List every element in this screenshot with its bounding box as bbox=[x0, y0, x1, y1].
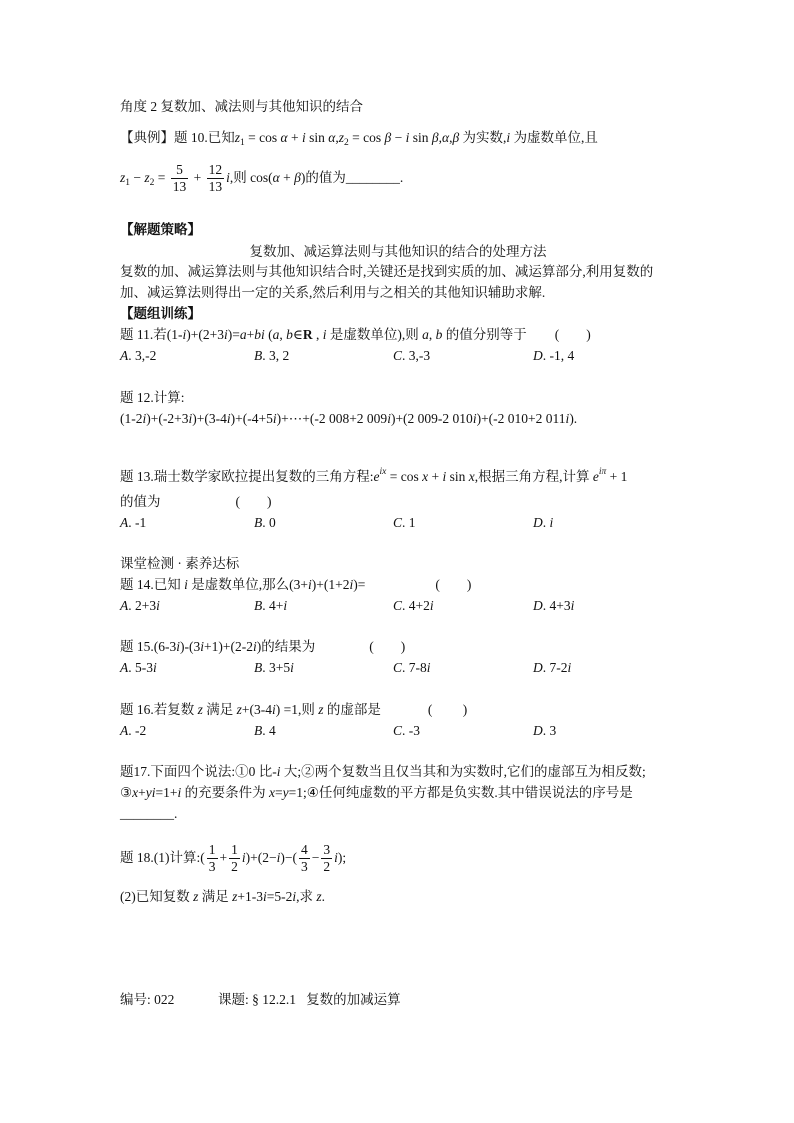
text-run: ) =1,则 bbox=[275, 702, 319, 717]
math-var: z bbox=[232, 889, 238, 904]
math-var: z bbox=[236, 702, 242, 717]
option-text: . 4+3 bbox=[542, 598, 571, 613]
text-run: )= bbox=[227, 327, 240, 342]
denominator: 3 bbox=[300, 859, 308, 875]
option-c bbox=[393, 513, 416, 533]
question-12-title: 题 12.计算: bbox=[120, 390, 185, 405]
text-run: − bbox=[311, 850, 320, 865]
option-text: . 4 bbox=[262, 723, 276, 738]
math-var: b bbox=[254, 327, 261, 342]
fraction bbox=[207, 842, 218, 875]
math-var: i bbox=[426, 660, 431, 675]
text-run: )+(2 009-2 010 bbox=[390, 411, 473, 426]
text-run: , bbox=[449, 130, 453, 145]
option-a bbox=[120, 658, 157, 678]
math-var: z bbox=[193, 889, 199, 904]
text-run: = cos bbox=[348, 130, 385, 145]
math-var: i bbox=[226, 411, 231, 426]
option-d bbox=[533, 721, 556, 741]
numerator: 4 bbox=[300, 842, 308, 858]
text-run: 的值分别等于 bbox=[442, 327, 527, 342]
fraction bbox=[229, 842, 240, 875]
text-run: , bbox=[279, 327, 287, 342]
question-14-stem bbox=[120, 575, 471, 595]
text-run: 题 16.若复数 bbox=[120, 702, 198, 717]
text-run: 的充要条件为 bbox=[181, 785, 269, 800]
question-18-part-1 bbox=[120, 839, 346, 877]
text-run: )+(-2+3 bbox=[146, 411, 189, 426]
option-b bbox=[254, 346, 289, 366]
text-run: +(3-4 bbox=[241, 702, 273, 717]
option-text: . 5-3 bbox=[128, 660, 153, 675]
math-var: i bbox=[153, 660, 157, 675]
math-var: i bbox=[570, 598, 575, 613]
math-var: i bbox=[200, 639, 205, 654]
option-b bbox=[254, 658, 294, 678]
text-run: ,求 bbox=[296, 889, 317, 904]
math-var: z bbox=[120, 170, 126, 185]
text-run: + bbox=[190, 170, 205, 185]
text-run: + bbox=[279, 170, 295, 185]
numerator: 1 bbox=[231, 842, 238, 858]
question-13-stem bbox=[120, 462, 627, 482]
math-var: i bbox=[276, 850, 281, 865]
option-c bbox=[393, 596, 434, 616]
option-letter: B bbox=[254, 515, 263, 530]
text-run: 是虚数单位,那么(3+ bbox=[187, 577, 308, 592]
practice-label: 【题组训练】 bbox=[120, 306, 201, 321]
math-var: i bbox=[156, 598, 160, 613]
math-var: i bbox=[241, 850, 246, 865]
text-run: ③ bbox=[120, 785, 133, 800]
option-letter: D bbox=[533, 660, 543, 675]
math-var: i bbox=[290, 660, 294, 675]
option-letter: A bbox=[120, 348, 129, 363]
subscript: 1 bbox=[125, 178, 131, 188]
math-var: i bbox=[506, 130, 511, 145]
question-12-expression bbox=[120, 409, 577, 429]
text-run: . bbox=[321, 889, 326, 904]
answer-parentheses: ( ) bbox=[554, 327, 591, 342]
math-var: i bbox=[142, 411, 147, 426]
math-var: i bbox=[272, 702, 276, 717]
text-run: , bbox=[335, 130, 339, 145]
option-text: . 0 bbox=[262, 515, 276, 530]
answer-parentheses: ( ) bbox=[235, 494, 272, 509]
subscript: 2 bbox=[149, 178, 155, 188]
question-15-options bbox=[120, 658, 680, 678]
option-text: . 1 bbox=[402, 515, 416, 530]
option-letter: D bbox=[533, 348, 543, 363]
option-letter: A bbox=[120, 515, 129, 530]
option-letter: B bbox=[254, 723, 263, 738]
math-var: y bbox=[145, 785, 152, 800]
option-d bbox=[533, 658, 571, 678]
math-var: i bbox=[308, 577, 312, 592]
option-text: . 3, 2 bbox=[262, 348, 290, 363]
math-var: i bbox=[442, 469, 447, 484]
text-run: =5-2 bbox=[266, 889, 293, 904]
math-var: i bbox=[177, 785, 182, 800]
question-11-stem bbox=[120, 325, 591, 345]
math-var: z bbox=[316, 889, 322, 904]
answer-parentheses: ( ) bbox=[427, 702, 468, 717]
answer-blank: ________ bbox=[345, 170, 400, 185]
text-run: )−( bbox=[280, 850, 297, 865]
text-run: )+(-4+5 bbox=[230, 411, 273, 426]
math-var: i bbox=[387, 411, 391, 426]
option-text: . 7-2 bbox=[542, 660, 568, 675]
math-var: i bbox=[276, 764, 281, 779]
text-run: 题 14.已知 bbox=[120, 577, 185, 592]
text-run: ); bbox=[337, 850, 347, 865]
math-var: e bbox=[373, 469, 380, 484]
option-text: . -3 bbox=[402, 723, 421, 738]
text-run: )+(2− bbox=[245, 850, 277, 865]
math-var: α bbox=[280, 130, 288, 145]
text-run: 题 13.瑞士数学家欧拉提出复数的三角方程: bbox=[120, 469, 374, 484]
option-letter: A bbox=[120, 598, 129, 613]
text-run: , bbox=[312, 327, 323, 342]
denominator: 3 bbox=[208, 859, 216, 875]
math-var: i bbox=[334, 850, 338, 865]
text-run: 满足 bbox=[202, 702, 237, 717]
text-run: = bbox=[154, 170, 169, 185]
math-var: i bbox=[349, 577, 354, 592]
option-d bbox=[533, 596, 574, 616]
text-run: ,则 cos( bbox=[229, 170, 273, 185]
math-var: b bbox=[286, 327, 293, 342]
text-run: ∈ bbox=[292, 327, 303, 342]
option-text: . -2 bbox=[128, 723, 147, 738]
option-c bbox=[393, 658, 431, 678]
denominator: 13 bbox=[208, 179, 223, 195]
text-run: )+(2+3 bbox=[186, 327, 224, 342]
math-var: α bbox=[328, 130, 336, 145]
text-run: )= bbox=[353, 577, 366, 592]
text-run: 【典例】题 10.已知 bbox=[120, 130, 235, 145]
text-run: 的虚部是 bbox=[323, 702, 381, 717]
strategy-label: 【解题策略】 bbox=[120, 222, 201, 237]
option-c bbox=[393, 721, 420, 741]
option-text: . 3,-2 bbox=[128, 348, 157, 363]
text-run: 为实数, bbox=[459, 130, 507, 145]
math-var: i bbox=[472, 411, 477, 426]
math-var: i bbox=[253, 639, 257, 654]
denominator: 2 bbox=[323, 859, 331, 875]
real-set-symbol: R bbox=[302, 327, 313, 342]
math-var: z bbox=[234, 130, 241, 145]
math-var: i bbox=[151, 785, 156, 800]
text-run: − bbox=[130, 170, 145, 185]
text-run: )+(1+2 bbox=[311, 577, 350, 592]
math-var: y bbox=[282, 785, 289, 800]
question-15-stem bbox=[120, 637, 405, 657]
math-var: x bbox=[132, 785, 139, 800]
text-run: 满足 bbox=[198, 889, 233, 904]
option-text: . 3,-3 bbox=[402, 348, 431, 363]
option-text: . 3+5 bbox=[262, 660, 291, 675]
option-letter: C bbox=[393, 348, 403, 363]
document-code: 编号: 022 bbox=[120, 992, 175, 1007]
math-var: i bbox=[429, 598, 434, 613]
math-var: i bbox=[188, 411, 193, 426]
option-letter: C bbox=[393, 660, 403, 675]
option-letter: A bbox=[120, 723, 129, 738]
answer-parentheses: ( ) bbox=[369, 639, 406, 654]
strategy-paragraph-line-2: 加、减运算法则得出一定的关系,然后利用与之相关的其他知识辅助求解. bbox=[120, 285, 546, 300]
text-run: = cos bbox=[244, 130, 281, 145]
option-text: . 4+ bbox=[262, 598, 284, 613]
option-letter: B bbox=[254, 598, 263, 613]
footer bbox=[120, 990, 680, 1010]
math-var: i bbox=[549, 515, 554, 530]
text-run: =1;④任何纯虚数的平方都是负实数.其中错误说法的序号是 bbox=[288, 785, 633, 800]
math-var: x bbox=[422, 469, 429, 484]
math-var: β bbox=[384, 130, 392, 145]
denominator: 13 bbox=[172, 179, 187, 195]
option-a bbox=[120, 346, 156, 366]
math-var: e bbox=[592, 469, 599, 484]
option-a bbox=[120, 721, 146, 741]
text-run: +1)+(2-2 bbox=[204, 639, 253, 654]
text-run: ). bbox=[569, 411, 578, 426]
numerator: 12 bbox=[208, 162, 223, 178]
section-heading-text: 角度 2 复数加、减法则与其他知识的结合 bbox=[120, 99, 363, 114]
denominator: 2 bbox=[231, 859, 238, 875]
option-text: . 4+2 bbox=[402, 598, 430, 613]
text-run: + bbox=[428, 469, 443, 484]
text-run: + bbox=[138, 785, 146, 800]
option-a bbox=[120, 513, 146, 533]
option-d bbox=[533, 346, 574, 366]
math-var: i bbox=[226, 170, 230, 185]
math-var: i bbox=[182, 327, 187, 342]
question-17-answer-blank: ________. bbox=[120, 806, 178, 821]
text-run: )的结果为 bbox=[256, 639, 316, 654]
math-var: i bbox=[176, 639, 181, 654]
question-10-line-1 bbox=[120, 128, 598, 148]
text-run: − bbox=[391, 130, 406, 145]
lesson-topic: 课题: § 12.2.1 复数的加减运算 bbox=[218, 992, 401, 1007]
text-run: + 1 bbox=[606, 469, 628, 484]
numerator: 5 bbox=[171, 162, 189, 179]
text-run: )-(3 bbox=[180, 639, 201, 654]
option-letter: A bbox=[120, 660, 129, 675]
fraction bbox=[299, 842, 310, 875]
question-17-line-1 bbox=[120, 762, 646, 782]
math-var: a bbox=[272, 327, 280, 342]
question-18-part-2 bbox=[120, 887, 325, 907]
option-letter: B bbox=[254, 660, 263, 675]
math-var: α bbox=[441, 130, 450, 145]
text-run: . bbox=[399, 170, 404, 185]
option-b bbox=[254, 721, 276, 741]
math-var: z bbox=[144, 170, 150, 185]
text-run: sin bbox=[446, 469, 469, 484]
option-letter: D bbox=[533, 723, 543, 738]
text-run: , bbox=[438, 130, 442, 145]
math-var: β bbox=[431, 130, 439, 145]
question-14-options bbox=[120, 596, 680, 616]
math-var: i bbox=[405, 130, 410, 145]
superscript: iπ bbox=[598, 467, 607, 477]
subscript: 1 bbox=[240, 138, 245, 148]
option-text: . -1, 4 bbox=[542, 348, 575, 363]
text-run: 题17.下面四个说法:①0 比- bbox=[120, 764, 277, 779]
text-run: 题 15.(6-3 bbox=[120, 639, 177, 654]
question-16-options bbox=[120, 721, 680, 741]
text-run: ,根据三角方程,计算 bbox=[474, 469, 593, 484]
fraction bbox=[171, 162, 189, 195]
text-run: )+(3-4 bbox=[192, 411, 227, 426]
math-var: α bbox=[272, 170, 280, 185]
text-run: = bbox=[275, 785, 283, 800]
math-var: a bbox=[239, 327, 247, 342]
text-run: )+⋯+(-2 008+2 009 bbox=[276, 411, 388, 426]
text-run: + bbox=[219, 850, 228, 865]
option-letter: C bbox=[393, 515, 403, 530]
math-var: i bbox=[260, 327, 265, 342]
strategy-paragraph-line-1: 复数的加、减运算法则与其他知识结合时,关键还是找到实质的加、减运算部分,利用复数的 bbox=[120, 264, 654, 279]
option-text: . 7-8 bbox=[402, 660, 427, 675]
text-run: )的值为 bbox=[300, 170, 346, 185]
option-letter: D bbox=[533, 515, 543, 530]
option-letter: B bbox=[254, 348, 263, 363]
text-run: = cos bbox=[386, 469, 423, 484]
text-run: , bbox=[428, 327, 436, 342]
option-d bbox=[533, 513, 553, 533]
text-run: 题 11.若(1- bbox=[120, 327, 183, 342]
math-var: a bbox=[422, 327, 429, 342]
option-text: . 2+3 bbox=[128, 598, 157, 613]
text-run: 题 18.(1)计算:( bbox=[120, 850, 205, 865]
math-var: i bbox=[263, 889, 267, 904]
question-13-stem-continued bbox=[120, 492, 272, 512]
text-run: (1-2 bbox=[120, 411, 143, 426]
question-10-line-2 bbox=[120, 159, 403, 197]
option-text: . -1 bbox=[128, 515, 147, 530]
math-var: z bbox=[338, 130, 344, 145]
text-run: =1+ bbox=[155, 785, 178, 800]
option-text: . bbox=[542, 515, 550, 530]
option-b bbox=[254, 596, 287, 616]
subscript: 2 bbox=[343, 138, 349, 148]
text-run: + bbox=[287, 130, 302, 145]
classroom-check-heading: 课堂检测 · 素养达标 bbox=[120, 556, 240, 571]
text-run: + bbox=[246, 327, 255, 342]
math-var: i bbox=[184, 577, 188, 592]
math-var: z bbox=[318, 702, 324, 717]
text-run: 为虚数单位,且 bbox=[510, 130, 598, 145]
option-letter: D bbox=[533, 598, 543, 613]
math-var: x bbox=[468, 469, 475, 484]
option-b bbox=[254, 513, 276, 533]
math-var: b bbox=[435, 327, 443, 342]
answer-parentheses: ( ) bbox=[435, 577, 472, 592]
option-a bbox=[120, 596, 160, 616]
text-run: 大;②两个复数当且仅当其和为实数时,它们的虚部互为相反数; bbox=[280, 764, 646, 779]
math-var: i bbox=[223, 327, 228, 342]
numerator: 3 bbox=[323, 842, 331, 858]
option-letter: C bbox=[393, 723, 403, 738]
math-var: i bbox=[272, 411, 277, 426]
question-17-line-2 bbox=[120, 783, 633, 803]
option-c bbox=[393, 346, 430, 366]
fraction bbox=[321, 842, 332, 875]
strategy-title: 复数加、减运算法则与其他知识的结合的处理方法 bbox=[249, 244, 547, 259]
math-var: i bbox=[567, 660, 572, 675]
superscript: ix bbox=[379, 467, 387, 477]
text-run: sin bbox=[409, 130, 432, 145]
math-var: β bbox=[294, 170, 301, 185]
fraction bbox=[207, 162, 225, 195]
text-run: sin bbox=[305, 130, 329, 145]
math-var: β bbox=[452, 130, 460, 145]
section-heading bbox=[120, 97, 363, 117]
math-var: i bbox=[322, 327, 327, 342]
question-13-options bbox=[120, 513, 680, 533]
option-letter: C bbox=[393, 598, 403, 613]
text-run: (2)已知复数 bbox=[120, 889, 194, 904]
numerator: 1 bbox=[208, 842, 216, 858]
math-var: i bbox=[565, 411, 570, 426]
math-var: i bbox=[283, 598, 288, 613]
question-11-options bbox=[120, 346, 680, 366]
text-run: ( bbox=[264, 327, 273, 342]
text-run: 是虚数单位),则 bbox=[326, 327, 423, 342]
text-run: 的值为 bbox=[120, 494, 161, 509]
math-var: i bbox=[292, 889, 297, 904]
math-var: i bbox=[301, 130, 306, 145]
text-run: )+(-2 010+2 011 bbox=[476, 411, 566, 426]
math-var: z bbox=[197, 702, 203, 717]
text-run: +1-3 bbox=[237, 889, 264, 904]
option-text: . 3 bbox=[542, 723, 557, 738]
math-var: x bbox=[269, 785, 275, 800]
question-16-stem bbox=[120, 700, 467, 720]
